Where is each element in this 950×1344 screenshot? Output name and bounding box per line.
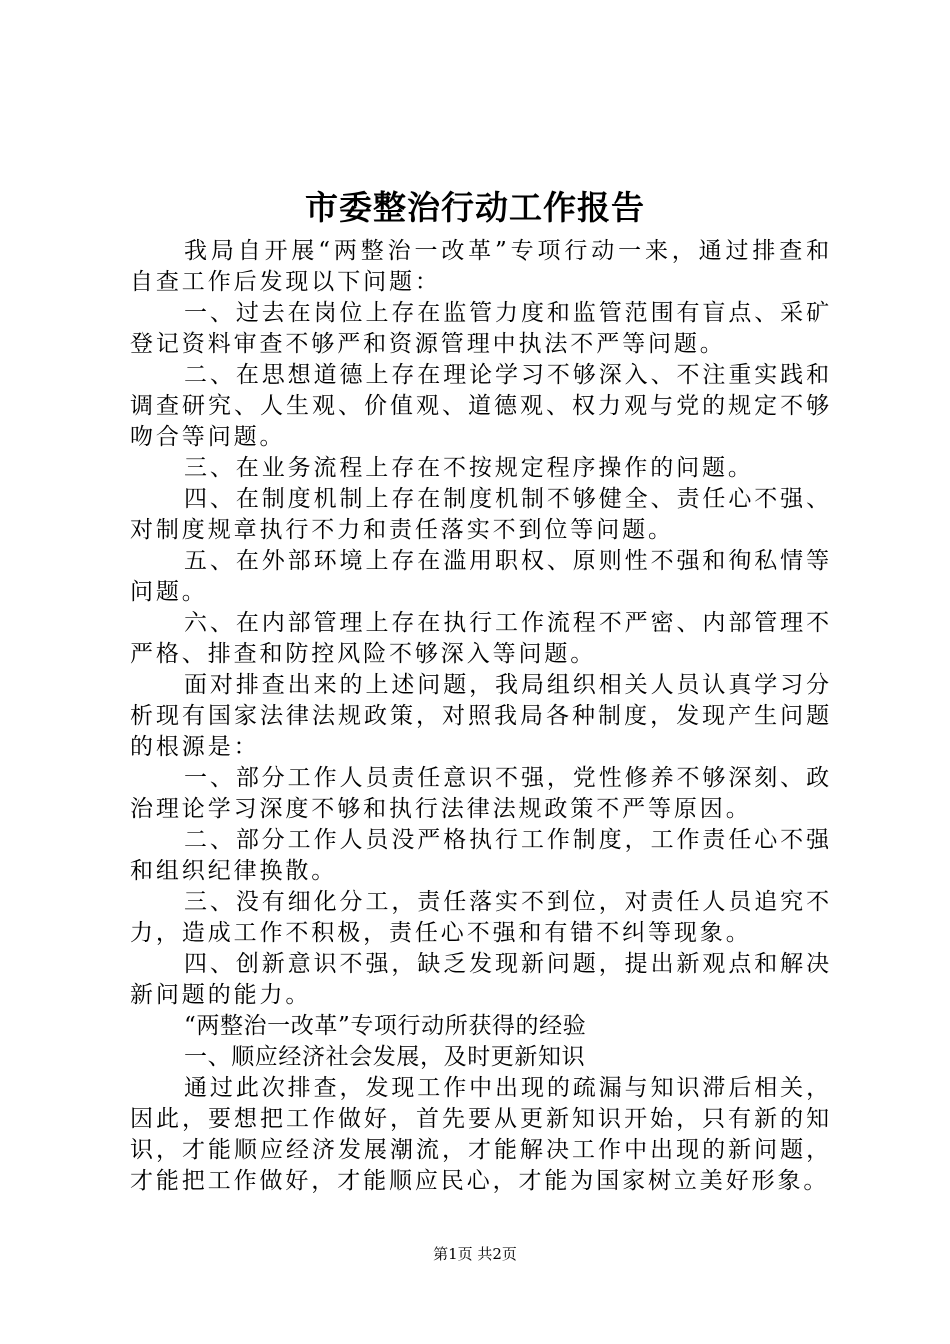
- paragraph-root-cause-2: 二、部分工作人员没严格执行工作制度，工作责任心不强和组织纪律换散。: [130, 827, 832, 884]
- paragraph-experience-heading: “两整治一改革”专项行动所获得的经验: [184, 1013, 587, 1039]
- paragraph-problem-2: 二、在思想道德上存在理论学习不够深入、不注重实践和调查研究、人生观、价值观、道德观、权力观与党的规定不够吻合等问题。: [130, 362, 832, 450]
- paragraph-problem-5: 五、在外部环境上存在滥用职权、原则性不强和徇私情等问题。: [130, 548, 832, 605]
- paragraph-root-cause-3: 三、没有细化分工，责任落实不到位，对责任人员追究不力，造成工作不积极，责任心不强和有错不纠等现象。: [130, 889, 832, 946]
- paragraph-problem-6: 六、在内部管理上存在执行工作流程不严密、内部管理不严格、排查和防控风险不够深入等问题。: [130, 610, 832, 667]
- page-footer: 第1页 共2页: [433, 1245, 517, 1263]
- document-body: [130, 236, 832, 1197]
- paragraph-root-cause-1: 一、部分工作人员责任意识不强，党性修养不够深刻、政治理论学习深度不够和执行法律法规政策不严等原因。: [130, 765, 832, 822]
- paragraph-experience-1-body: 通过此次排查，发现工作中出现的疏漏与知识滞后相关，因此，要想把工作做好，首先要从更新知识开始，只有新的知识，才能顺应经济发展潮流，才能解决工作中出现的新问题，才能把工作做好，才能顺应民心，才能为国家树立美好形象。: [130, 1075, 832, 1194]
- paragraph-problem-1: 一、过去在岗位上存在监管力度和监管范围有盲点、采矿登记资料审查不够严和资源管理中执法不严等问题。: [130, 300, 832, 357]
- paragraph-experience-1-heading: 一、顺应经济社会发展，及时更新知识: [184, 1044, 586, 1070]
- document-title: 市委整治行动工作报告: [305, 188, 645, 227]
- paragraph-problem-3: 三、在业务流程上存在不按规定程序操作的问题。: [184, 455, 754, 481]
- paragraph-problem-4: 四、在制度机制上存在制度机制不够健全、责任心不强、对制度规章执行不力和责任落实不到位等问题。: [130, 486, 832, 543]
- paragraph-root-cause-intro: 面对排查出来的上述问题，我局组织相关人员认真学习分析现有国家法律法规政策，对照我局各种制度，发现产生问题的根源是：: [130, 672, 832, 760]
- paragraph-intro: 我局自开展“两整治一改革”专项行动一来，通过排查和自查工作后发现以下问题：: [130, 238, 832, 295]
- paragraph-root-cause-4: 四、创新意识不强，缺乏发现新问题，提出新观点和解决新问题的能力。: [130, 951, 832, 1008]
